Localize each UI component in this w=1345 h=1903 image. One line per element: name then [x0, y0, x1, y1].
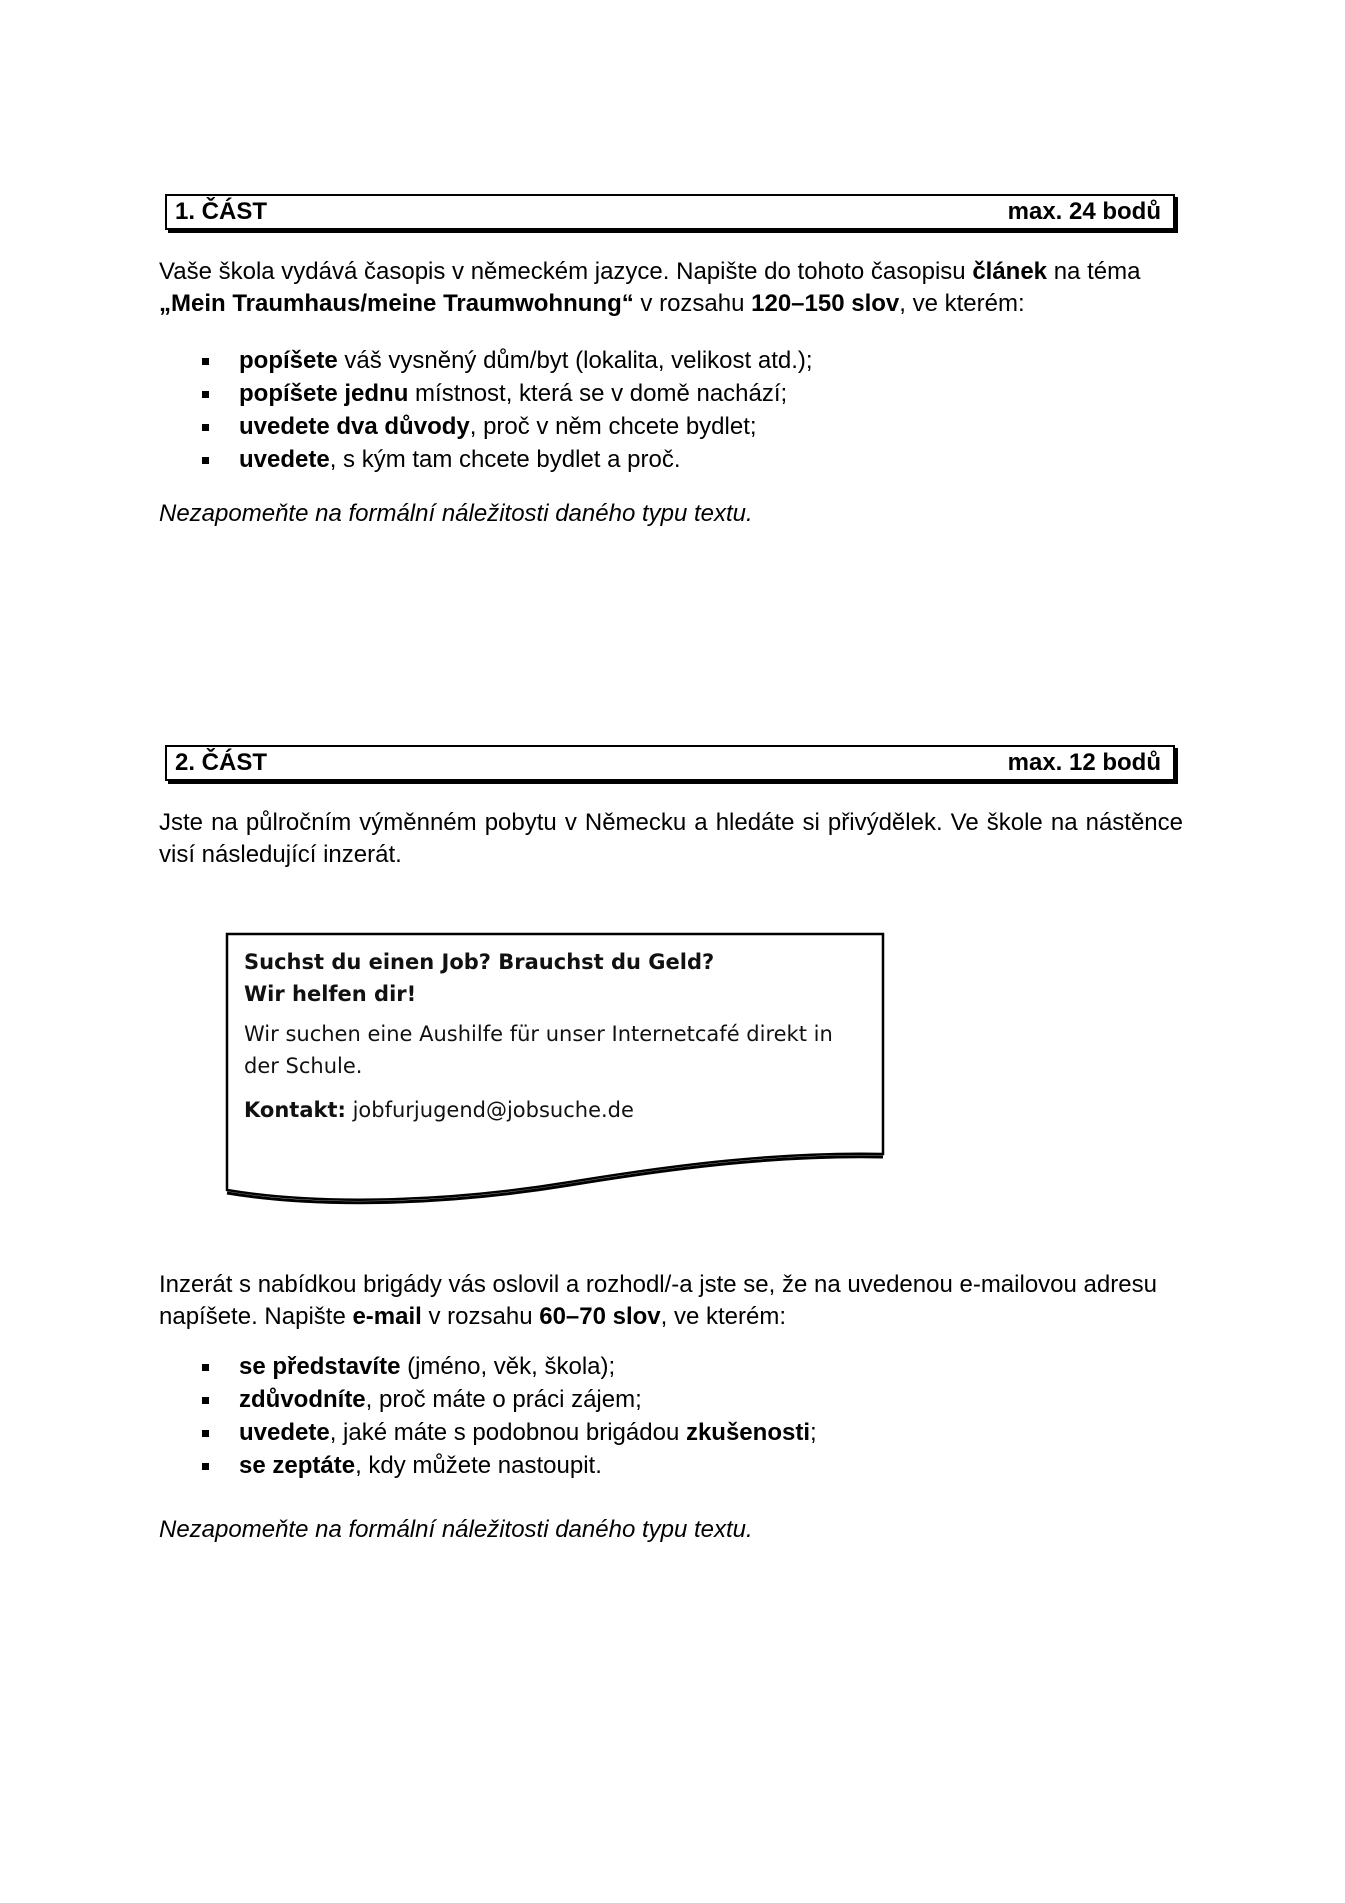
- advert-headline: Suchst du einen Job? Brauchst du Geld? Wir helfen dir!: [244, 950, 715, 1006]
- part1-note: Nezapomeňte na formální náležitosti daného typu textu.: [159, 500, 753, 527]
- list-item: uvedete, jaké máte s podobnou brigádou zkušenosti;: [200, 1416, 817, 1449]
- advert: [244, 946, 874, 1126]
- advert-body: Wir suchen eine Aushilfe für unser Internetcafé direkt in der Schule.: [244, 1022, 833, 1078]
- part2-points: max. 12 bodů: [1007, 749, 1161, 776]
- part1-bullet-list: [200, 344, 813, 476]
- list-item: uvedete dva důvody, proč v něm chcete bydlet;: [200, 410, 813, 443]
- list-item: popíšete jednu místnost, která se v domě nachází;: [200, 377, 813, 410]
- part2-intro: Jste na půlročním výměnném pobytu v Německu a hledáte si přivýdělek. Ve škole na nástěnce visí následující inzerát.: [159, 809, 1183, 868]
- part1-points: max. 24 bodů: [1007, 198, 1161, 225]
- part2-task: Inzerát s nabídkou brigády vás oslovil a rozhodl/-a jste se, že na uvedenou e-mailovou adresu napíšete. Napište e-mail v rozsahu 60–70 slov, ve kterém:: [159, 1271, 1157, 1330]
- list-item: se zeptáte, kdy můžete nastoupit.: [200, 1449, 817, 1482]
- list-item: uvedete, s kým tam chcete bydlet a proč.: [200, 443, 813, 476]
- part2-title: 2. ČÁST: [175, 749, 268, 776]
- list-item: se představíte (jméno, věk, škola);: [200, 1350, 817, 1383]
- part1-header: [165, 194, 1175, 230]
- part2-header: [165, 745, 1175, 781]
- part2-note: Nezapomeňte na formální náležitosti daného typu textu.: [159, 1516, 753, 1543]
- advert-contact: Kontakt: jobfurjugend@jobsuche.de: [244, 1098, 634, 1122]
- list-item: popíšete váš vysněný dům/byt (lokalita, velikost atd.);: [200, 344, 813, 377]
- list-item: zdůvodníte, proč máte o práci zájem;: [200, 1383, 817, 1416]
- part1-intro: Vaše škola vydává časopis v německém jazyce. Napište do tohoto časopisu článek na téma „Mein Traumhaus/meine Traumwohnung“ v rozsahu 120–150 slov, ve kterém:: [159, 258, 1141, 317]
- part1-title: 1. ČÁST: [175, 198, 268, 225]
- part2-bullet-list: [200, 1350, 817, 1482]
